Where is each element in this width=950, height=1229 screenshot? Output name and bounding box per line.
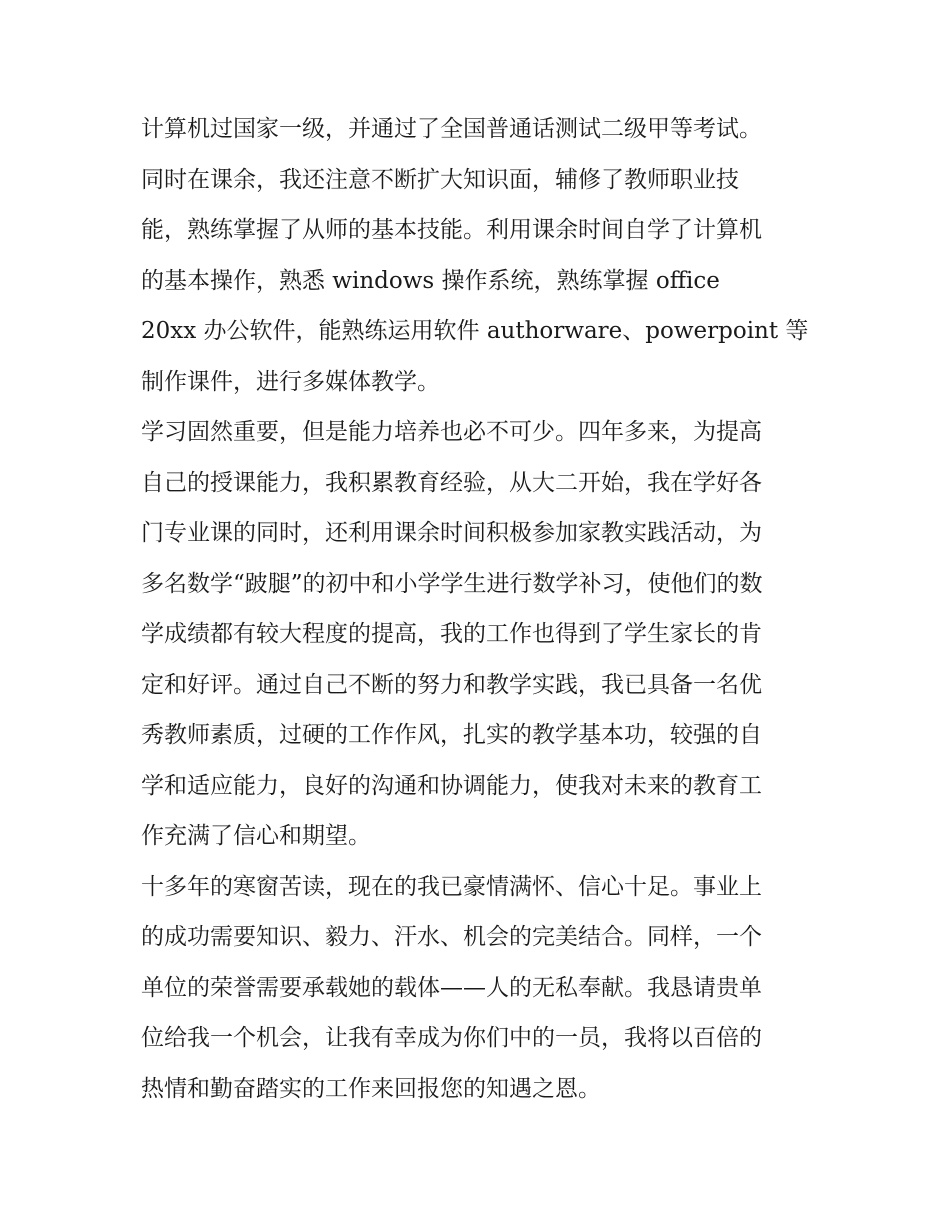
text-line: 位给我一个机会，让我有幸成为你们中的一员，我将以百倍的 <box>141 1025 762 1051</box>
text-line: 多名数学“跛腿”的初中和小学学生进行数学补习，使他们的数 <box>141 570 763 597</box>
text-line: 十多年的寒窗苦读，现在的我已豪情满怀、信心十足。事业上 <box>141 873 762 900</box>
text-line: 自己的授课能力，我积累教育经验，从大二开始，我在学好各 <box>141 469 762 496</box>
text-line: 的基本操作，熟悉 windows 操作系统，熟练掌握 office <box>141 267 720 294</box>
text-line: 同时在课余，我还注意不断扩大知识面，辅修了教师职业技 <box>141 166 739 193</box>
text-line: 20xx 办公软件，能熟练运用软件 authorware、powerpoint 等 <box>141 318 809 344</box>
text-line: 学成绩都有较大程度的提高，我的工作也得到了学生家长的肯 <box>141 621 762 647</box>
text-line: 单位的荣誉需要承载她的载体——人的无私奉献。我恳请贵单 <box>141 974 762 1001</box>
text-line: 学习固然重要，但是能力培养也必不可少。四年多来，为提高 <box>141 419 762 445</box>
text-line: 的成功需要知识、毅力、汗水、机会的完美结合。同样，一个 <box>141 924 762 950</box>
text-line: 学和适应能力，良好的沟通和协调能力，使我对未来的教育工 <box>141 772 762 799</box>
text-line: 能，熟练掌握了从师的基本技能。利用课余时间自学了计算机 <box>141 217 762 243</box>
text-line: 计算机过国家一级，并通过了全国普通话测试二级甲等考试。 <box>141 116 762 142</box>
text-line: 定和好评。通过自己不断的努力和教学实践，我已具备一名优 <box>141 671 762 698</box>
text-line: 秀教师素质，过硬的工作作风，扎实的教学基本功，较强的自 <box>141 722 762 748</box>
body-text <box>141 104 821 1114</box>
text-line: 门专业课的同时，还利用课余时间积极参加家教实践活动，为 <box>141 520 762 546</box>
text-line: 热情和勤奋踏实的工作来回报您的知遇之恩。 <box>141 1075 601 1102</box>
text-line: 制作课件，进行多媒体教学。 <box>141 368 440 395</box>
text-line: 作充满了信心和期望。 <box>141 823 371 849</box>
